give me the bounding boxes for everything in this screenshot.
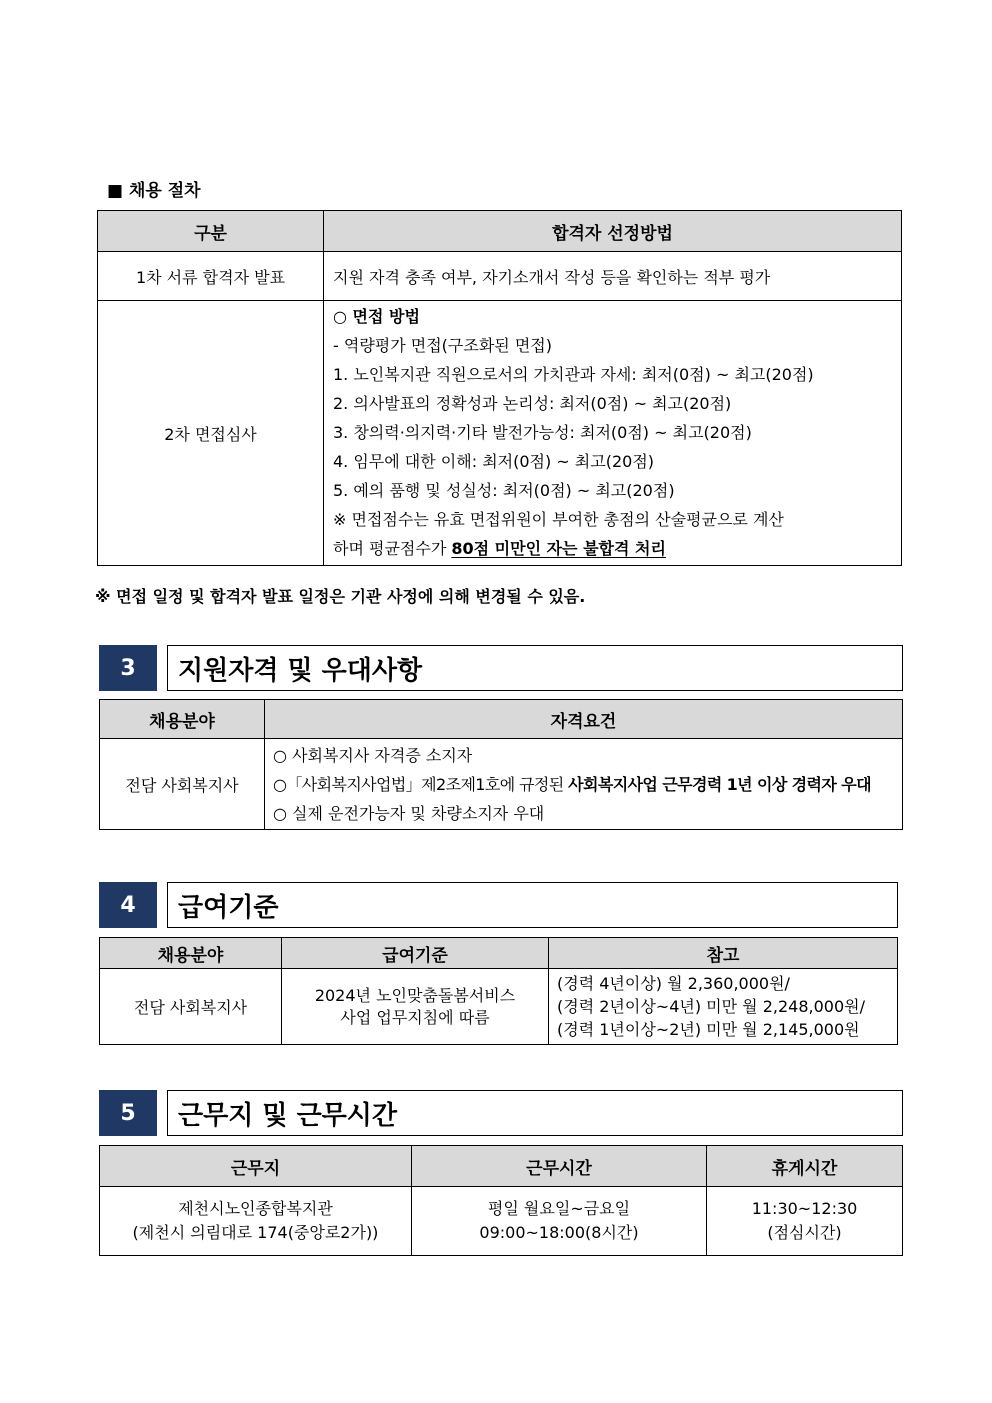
requirement-item: ○ 사회복지사 자격증 소지자 [273, 745, 473, 765]
requirement-item: ○ 실제 운전가능자 및 차량소지자 우대 [273, 803, 545, 823]
section4-title: 급여기준 [167, 882, 898, 928]
header-field: 채용분야 [100, 938, 282, 969]
stage1-desc: 지원 자격 충족 여부, 자기소개서 작성 등을 확인하는 적부 평가 [324, 252, 902, 301]
header-salary-standard: 급여기준 [282, 938, 549, 969]
score-note-line2 [333, 534, 901, 563]
preferred-experience: 사회복지사업 근무경력 1년 이상 경력자 우대 [568, 774, 871, 794]
criterion-item: 2. 의사발표의 정확성과 논리성: 최저(0점) ~ 최고(20점) [333, 394, 732, 413]
workplace-name: 제천시노인종합복지관 [178, 1199, 333, 1218]
salary-standard-line1: 2024년 노인맞춤돌봄서비스 [314, 985, 516, 1005]
qualification-table [99, 699, 903, 830]
criterion-item: 1. 노인복지관 직원으로서의 가치관과 자세: 최저(0점) ~ 최고(20점) [333, 365, 814, 384]
schedule-note: ※ 면접 일정 및 합격자 발표 일정은 기관 사정에 의해 변경될 수 있음. [95, 587, 586, 606]
salary-tier: (경력 1년이상~2년) 미만 월 2,145,000원 [557, 1020, 860, 1039]
interview-type: - 역량평가 면접(구조화된 면접) [333, 336, 552, 355]
procedure-heading: ■ 채용 절차 [107, 181, 201, 201]
workplace-table [99, 1145, 903, 1256]
work-hours [412, 1187, 707, 1256]
section5-number: 5 [99, 1090, 157, 1136]
salary-tier: (경력 2년이상~4년) 미만 월 2,248,000원/ [557, 997, 865, 1016]
section4-number: 4 [99, 882, 157, 928]
stage2-label: 2차 면접심사 [98, 301, 324, 566]
break-label: (점심시간) [767, 1223, 842, 1242]
salary-standard-line2: 사업 업무지침에 따름 [340, 1007, 490, 1027]
section5-title: 근무지 및 근무시간 [167, 1090, 903, 1136]
work-time: 09:00~18:00(8시간) [479, 1223, 639, 1242]
section3-number: 3 [99, 645, 157, 691]
salary-field: 전담 사회복지사 [100, 969, 282, 1045]
qualification-requirements [265, 739, 903, 830]
header-break-time: 휴게시간 [707, 1146, 903, 1187]
requirement-prefix: ○「사회복지사업법」제2조제1호에 규정된 [273, 774, 569, 794]
salary-tier: (경력 4년이상) 월 2,360,000원/ [557, 974, 790, 993]
header-field: 채용분야 [100, 700, 265, 739]
header-method: 합격자 선정방법 [324, 211, 902, 252]
fail-threshold: 80점 미만인 자는 불합격 처리 [451, 539, 666, 558]
qualification-field: 전담 사회복지사 [100, 739, 265, 830]
workplace-street: (제천시 의림대로 174(중앙로2가)) [132, 1223, 379, 1242]
header-reference: 참고 [549, 938, 898, 969]
procedure-table [97, 210, 902, 566]
section3-title: 지원자격 및 우대사항 [167, 645, 903, 691]
work-days: 평일 월요일~금요일 [487, 1199, 631, 1218]
salary-table [99, 937, 898, 1045]
interview-method-title: ○ 면접 방법 [333, 307, 420, 326]
stage2-details [324, 301, 902, 566]
requirement-item [273, 770, 902, 799]
criterion-item: 3. 창의력·의지력·기타 발전가능성: 최저(0점) ~ 최고(20점) [333, 423, 752, 442]
header-requirements: 자격요건 [265, 700, 903, 739]
salary-standard [282, 969, 549, 1045]
header-workplace: 근무지 [100, 1146, 412, 1187]
header-work-hours: 근무시간 [412, 1146, 707, 1187]
criterion-item: 5. 예의 품행 및 성실성: 최저(0점) ~ 최고(20점) [333, 481, 675, 500]
score-note-line1: ※ 면접점수는 유효 면접위원이 부여한 총점의 산술평균으로 계산 [333, 510, 784, 529]
salary-reference [549, 969, 898, 1045]
break-hours: 11:30~12:30 [751, 1199, 858, 1218]
criterion-item: 4. 임무에 대한 이해: 최저(0점) ~ 최고(20점) [333, 452, 655, 471]
stage1-label: 1차 서류 합격자 발표 [98, 252, 324, 301]
score-note-prefix: 하며 평균점수가 [333, 539, 452, 558]
break-time [707, 1187, 903, 1256]
header-category: 구분 [98, 211, 324, 252]
workplace-address [100, 1187, 412, 1256]
